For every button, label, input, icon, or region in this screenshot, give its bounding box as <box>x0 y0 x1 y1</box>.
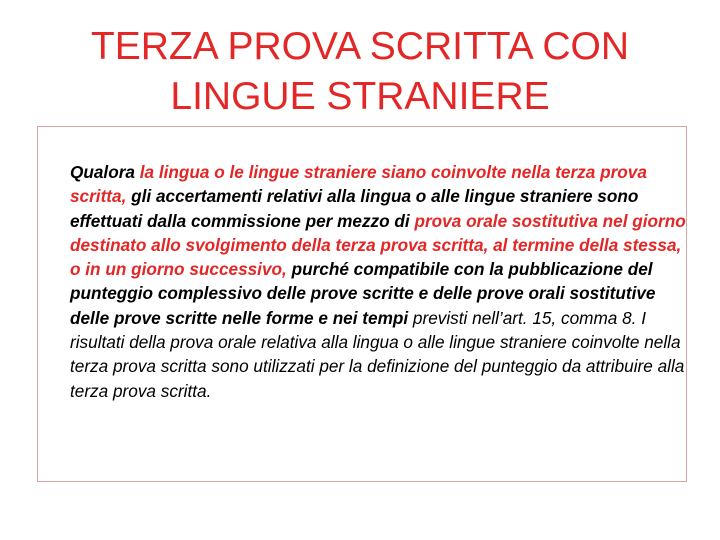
body-text-intro: Qualora <box>70 162 140 182</box>
body-text-highlight-lingua: la lingua o le lingue straniere siano coinvolte nella terza prova scritta, <box>70 162 647 207</box>
slide-title-line-2: LINGUE STRANIERE <box>170 75 550 118</box>
slide-title <box>0 22 720 122</box>
body-text-accertamenti: gli accertamenti relativi alla lingua o alle lingue straniere sono effettuati dalla commissione per mezzo di <box>70 186 639 231</box>
body-text-purche: purché compatibile con la pubblicazione del punteggio complessivo delle prove scritte e delle prove orali sostitutive delle prove scritte nelle forme e nei tempi <box>70 259 656 328</box>
body-paragraph <box>70 160 688 403</box>
body-text-previsti: previsti nell’art. 15, comma 8. I risultati della prova orale relativa alla lingua o alle lingue straniere coinvolte nella terza prova scritta sono utilizzati per la definizione del punteggio da attribuire alla terza prova scritta. <box>70 307 685 401</box>
slide-title-line-1: TERZA PROVA SCRITTA CON <box>90 25 630 68</box>
body-text-highlight-prova-orale: prova orale sostitutiva nel giorno destinato allo svolgimento della terza prova scritta, al termine della stessa, o in un giorno successivo, <box>70 210 686 280</box>
